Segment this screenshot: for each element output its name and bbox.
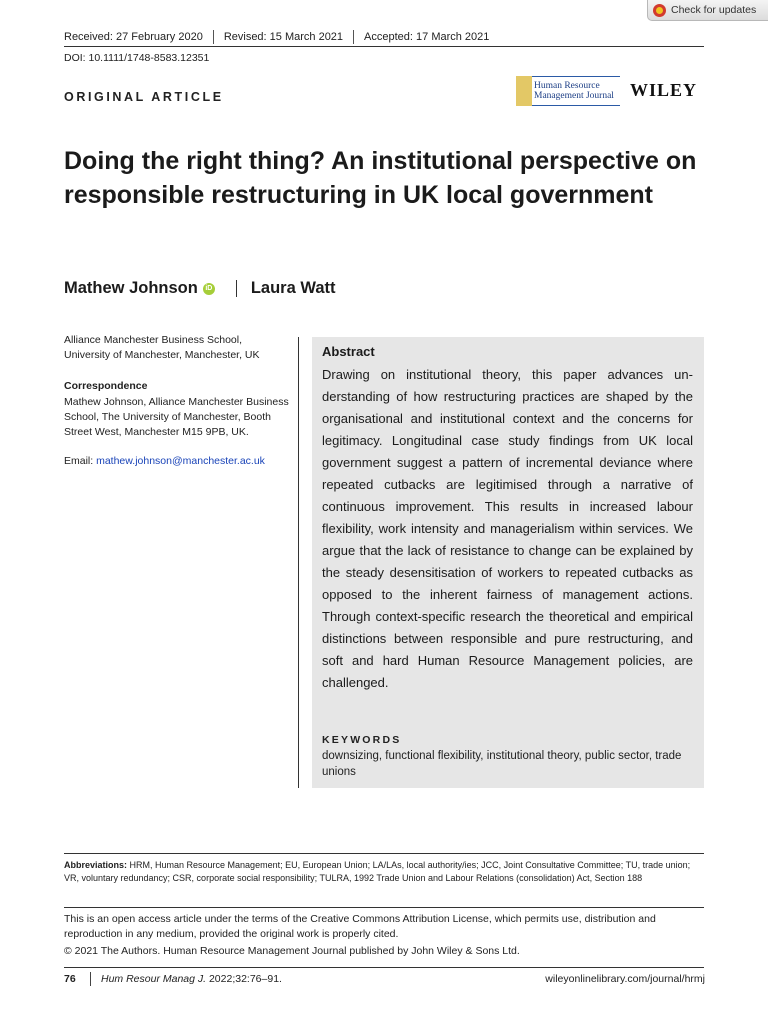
correspondence-address: Mathew Johnson, Alliance Manchester Business School, The University of Manchester, Booth Street West, Manchester M15 9PB, UK. bbox=[64, 396, 289, 438]
abbreviations-label: Abbreviations: bbox=[64, 860, 128, 870]
journal-logo bbox=[516, 76, 622, 106]
doi[interactable]: DOI: 10.1111/1748-8583.12351 bbox=[64, 52, 210, 64]
copyright-notice: © 2021 The Authors. Human Resource Management Journal published by John Wiley & Sons Ltd. bbox=[64, 945, 520, 957]
footnote-rule bbox=[64, 853, 704, 854]
journal-url[interactable]: wileyonlinelibrary.com/journal/hrmj bbox=[545, 973, 705, 985]
correspondence-heading: Correspondence bbox=[64, 380, 148, 392]
abbreviations-text: HRM, Human Resource Management; EU, European Union; LA/LAs, local authority/ies; JCC, Joint Consultative Committee; TU, trade union; VR, voluntary redundancy; CSR, corporate social responsibility; TULRA, 1992 Trade Union and Labour Relations (consolidation) Act, Section 188 bbox=[64, 860, 691, 883]
footer-separator bbox=[90, 972, 91, 986]
journal-logo-line1: Human Resource bbox=[534, 81, 600, 91]
author-name[interactable]: Laura Watt bbox=[250, 279, 336, 297]
accepted-date: Accepted: 17 March 2021 bbox=[364, 31, 490, 43]
author-separator bbox=[236, 280, 237, 297]
article-dates bbox=[64, 30, 489, 44]
header-rule bbox=[64, 46, 704, 47]
abstract-heading: Abstract bbox=[322, 344, 375, 359]
article-type: ORIGINAL ARTICLE bbox=[64, 90, 224, 104]
email-label: Email: bbox=[64, 455, 97, 467]
abstract-text: Drawing on institutional theory, this paper advances understanding of how restructuring practices are shaped by the organisational and institutional context and the concerns for legitimacy. Longitudinal case study findings from UK local government suggest a pattern of incremental deviance where repeated cutbacks are legitimised through a narrative of continuous improvement. This results in increased labour flexibility, work intensity and managerialism within services. We argue that the lack of resistance to change can be explained by the steady desensitisation of workers to repeated cutbacks as opposed to the inherent fairness of management actions. Through context-specific research the theoretical and empirical distinctions between responsible and pure restructuring, and soft and hard Human Resource Management policies, are challenged. bbox=[322, 367, 693, 690]
crossmark-icon bbox=[653, 4, 666, 17]
date-separator bbox=[353, 30, 354, 44]
author-list bbox=[64, 279, 336, 298]
citation-details: 2022;32:76–91. bbox=[206, 973, 282, 985]
keywords-list: downsizing, functional flexibility, institutional theory, public sector, trade unions bbox=[322, 750, 682, 778]
license-notice: This is an open access article under the terms of the Creative Commons Attribution License, which permits use, distribution and reproduction in any medium, provided the original work is properly cited. bbox=[64, 913, 656, 940]
publisher-logo: WILEY bbox=[630, 80, 698, 100]
journal-logo-line2: Management Journal bbox=[534, 91, 614, 101]
orcid-icon[interactable]: iD bbox=[203, 283, 215, 295]
footer-rule bbox=[64, 967, 704, 968]
email-link[interactable]: mathew.johnson@manchester.ac.uk bbox=[96, 455, 265, 467]
abbreviations bbox=[64, 859, 704, 885]
license-rule bbox=[64, 907, 704, 908]
date-separator bbox=[213, 30, 214, 44]
column-divider bbox=[298, 337, 299, 788]
correspondence-email-line bbox=[64, 455, 265, 467]
check-for-updates-button[interactable] bbox=[647, 0, 768, 21]
citation bbox=[101, 973, 282, 985]
revised-date: Revised: 15 March 2021 bbox=[223, 31, 344, 43]
affiliation: Alliance Manchester Business School, University of Manchester, Manchester, UK bbox=[64, 334, 260, 361]
page-number: 76 bbox=[64, 973, 76, 985]
keywords-heading: KEYWORDS bbox=[322, 734, 402, 746]
check-for-updates-label: Check for updates bbox=[671, 4, 757, 16]
article-title: Doing the right thing? An institutional perspective on responsible restructuring in UK local government bbox=[64, 147, 697, 209]
author-name[interactable]: Mathew Johnson bbox=[64, 279, 198, 297]
citation-journal: Hum Resour Manag J. bbox=[101, 973, 207, 985]
received-date: Received: 27 February 2020 bbox=[64, 31, 203, 43]
journal-logo-bar bbox=[516, 76, 532, 106]
